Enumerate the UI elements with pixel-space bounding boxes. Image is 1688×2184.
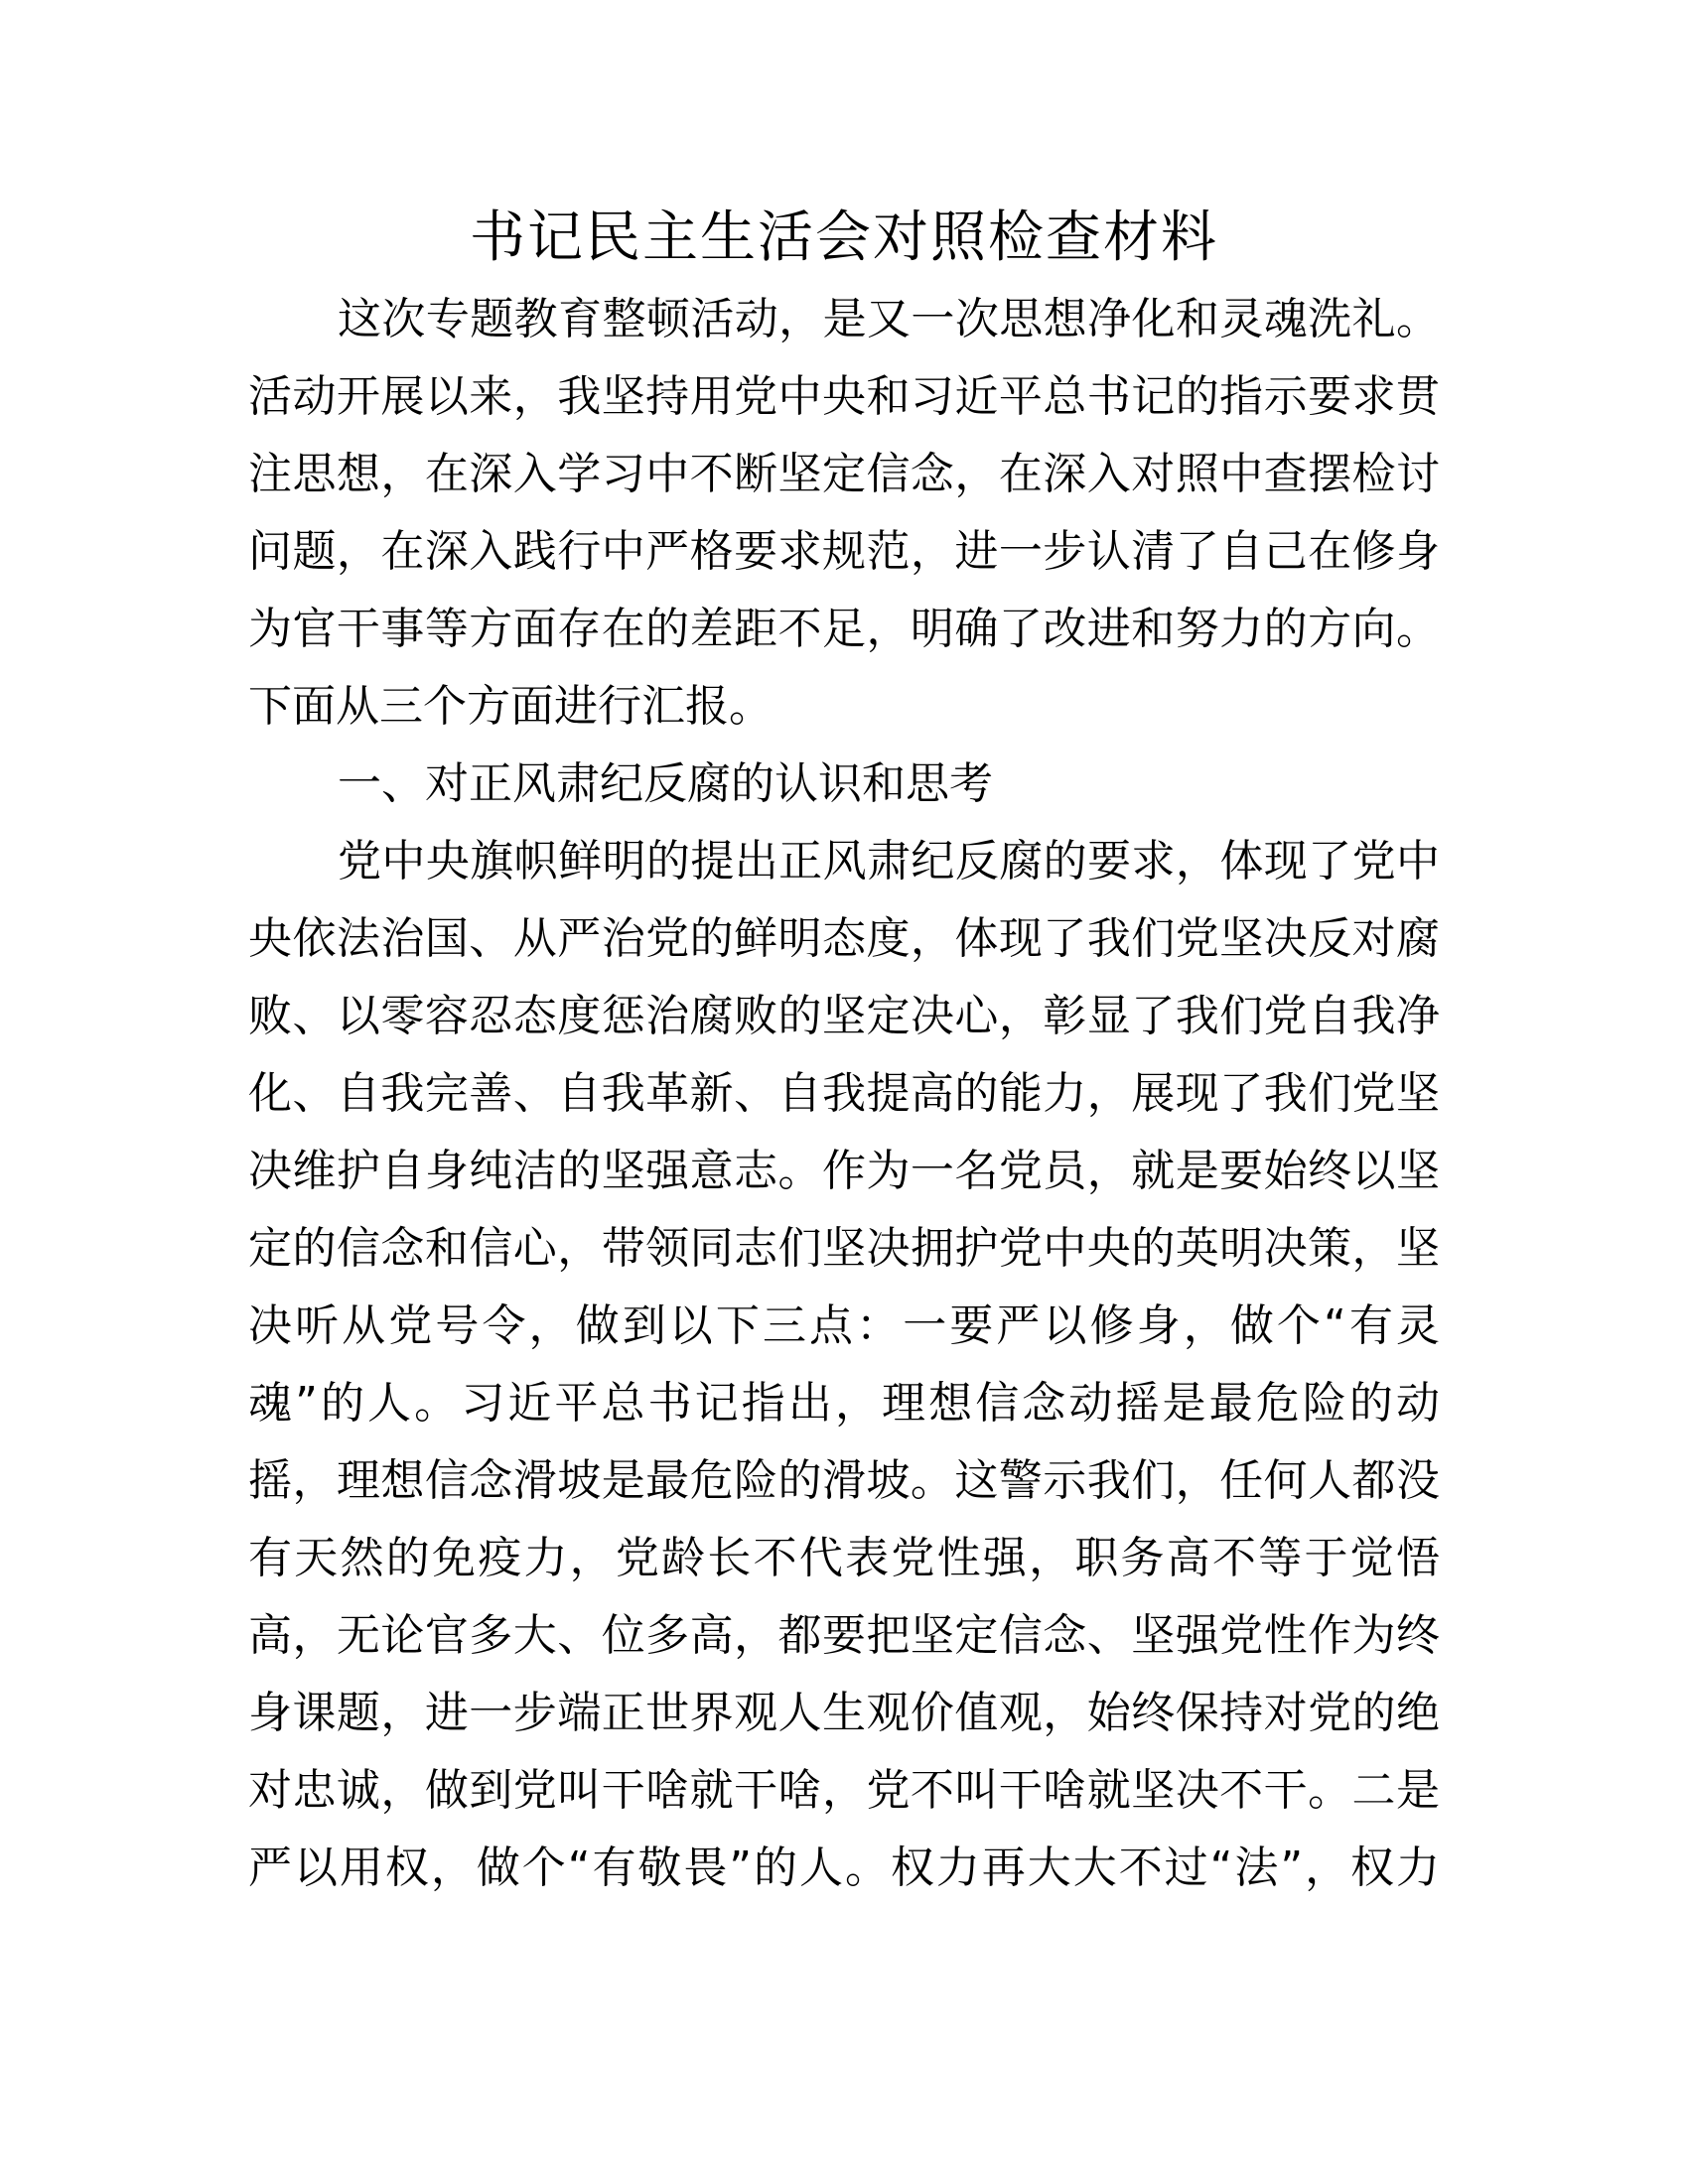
paragraph-line: 为官干事等方面存在的差距不足，明确了改进和努力的方向。 <box>248 604 1440 654</box>
paragraph-line: 败、以零容忍态度惩治腐败的坚定决心，彰显了我们党自我净 <box>248 991 1440 1041</box>
paragraph-line: 魂”的人。习近平总书记指出，理想信念动摇是最危险的动 <box>248 1378 1440 1429</box>
paragraph-line: 决维护自身纯洁的坚强意志。作为一名党员，就是要始终以坚 <box>248 1146 1440 1196</box>
paragraph-line: 高，无论官多大、位多高，都要把坚定信念、坚强党性作为终 <box>248 1610 1440 1661</box>
paragraph-line: 央依法治国、从严治党的鲜明态度，体现了我们党坚决反对腐 <box>248 913 1440 964</box>
paragraph-line: 活动开展以来，我坚持用党中央和习近平总书记的指示要求贯 <box>248 371 1440 422</box>
section-heading: 一、对正风肃纪反腐的认识和思考 <box>338 758 993 809</box>
paragraph-line: 党中央旗帜鲜明的提出正风肃纪反腐的要求，体现了党中 <box>338 836 1440 887</box>
paragraph-line: 有天然的免疫力，党龄长不代表党性强，职务高不等于觉悟 <box>248 1533 1440 1583</box>
paragraph-line: 身课题，进一步端正世界观人生观价值观，始终保持对党的绝 <box>248 1688 1440 1738</box>
paragraph-line: 定的信念和信心，带领同志们坚决拥护党中央的英明决策，坚 <box>248 1223 1440 1274</box>
paragraph-line: 问题，在深入践行中严格要求规范，进一步认清了自己在修身 <box>248 526 1440 577</box>
paragraph-line: 注思想，在深入学习中不断坚定信念，在深入对照中查摆检讨 <box>248 449 1440 499</box>
paragraph-line: 决听从党号令，做到以下三点：一要严以修身，做个“有灵 <box>248 1300 1440 1351</box>
paragraph-line: 对忠诚，做到党叫干啥就干啥，党不叫干啥就坚决不干。二是 <box>248 1765 1440 1816</box>
paragraph-line: 下面从三个方面进行汇报。 <box>248 681 773 732</box>
paragraph-line: 这次专题教育整顿活动，是又一次思想净化和灵魂洗礼。 <box>338 294 1440 344</box>
paragraph-line: 化、自我完善、自我革新、自我提高的能力，展现了我们党坚 <box>248 1068 1440 1119</box>
document-title: 书记民主生活会对照检查材料 <box>470 205 1218 270</box>
paragraph-line: 严以用权，做个“有敬畏”的人。权力再大大不过“法”，权力 <box>248 1843 1440 1893</box>
paragraph-line: 摇，理想信念滑坡是最危险的滑坡。这警示我们，任何人都没 <box>248 1455 1440 1506</box>
